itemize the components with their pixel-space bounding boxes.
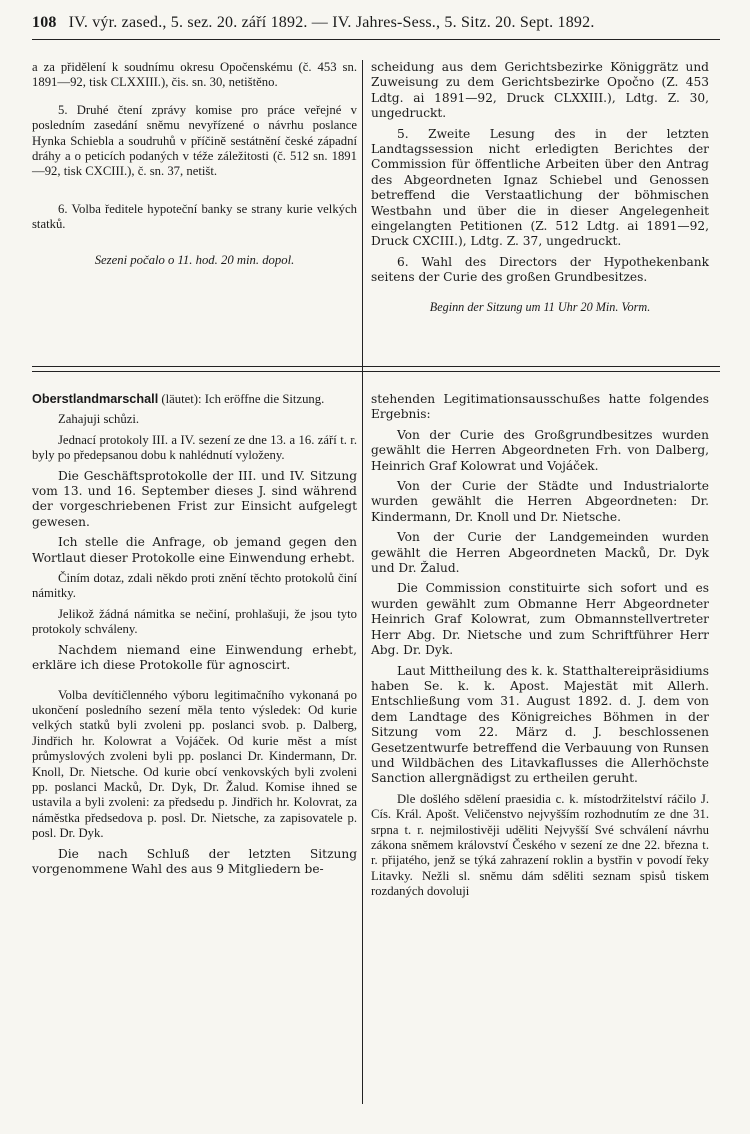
paragraph: Zahajuji schůzi. [58, 412, 140, 427]
page-header [32, 6, 720, 40]
agenda-item-4-end-cz: a za přidělení k soudnímu okresu Opočenskému (č. 453 sn. 1891—92, tisk CLXXIII.), čis. sn. 30, netištěno. [32, 60, 357, 90]
top-right-column [371, 60, 709, 320]
paragraph: Ich stelle die Anfrage, ob jemand gegen den Wortlaut dieser Protokolle eine Einwendung erhebt. [32, 535, 357, 565]
agenda-item-6-cz: 6. Volba ředitele hypoteční banky se strany kurie velkých statků. [32, 201, 357, 232]
agenda-item-4-end-de: scheidung aus dem Gerichtsbezirke Königgrätz und Zuweisung zu dem Gerichtsbezirke Opočno (Z. 453 Ldtg. ai 1891—92, Druck CLXXIII.), Ldtg. Z. 30, ungedruckt. [371, 60, 709, 121]
section-rule-inner [32, 371, 720, 372]
agenda-item-5-cz: 5. Druhé čtení zprávy komise pro práce veřejné v posledním zasedání sněmu nevyřízené o návrhu poslance Hynka Schiebla a soudruhů v příčině sestátnění české západní dráhy a o peticích podaných v téže záležitosti (č. 512 sn. 1891—92, tisk CXCIII.), č. sn. 37, netišt. [32, 102, 357, 179]
header-title: IV. výr. zased., 5. sez. 20. září 1892. — IV. Jahres-Sess., 5. Sitz. 20. Sept. 1892. [68, 14, 595, 31]
paragraph: Von der Curie des Großgrundbesitzes wurden gewählt die Herren Abgeordneten Frh. von Dalberg, Heinrich Graf Kolowrat und Vojáček. [371, 427, 709, 473]
paragraph: Von der Curie der Landgemeinden wurden gewählt die Herren Abgeordneten Macků, Dr. Dyk und Dr. Žalud. [371, 530, 709, 576]
session-start-de: Beginn der Sitzung um 11 Uhr 20 Min. Vorm. [429, 299, 651, 314]
speech-opening: Oberstlandmarschall (läutet): Ich eröffne die Sitzung. [32, 392, 325, 406]
paragraph: Laut Mittheilung des k. k. Statthaltereipräsidiums haben Se. k. k. Apost. Majestät mit Allerh. Entschließung vom 31. August 1892. d. J. dem von dem Landtage des Königreiches Böhmen in der Sitzung vom 22. März d. J. beschlossenen Gesetzentwurfe betreffend die Verbauung von Runsen und Wildbächen des Litavkaflusses die Allerhöchste Sanction allergnädigst zu ertheilen geruht. [371, 663, 709, 786]
agenda-item-5-de: 5. Zweite Lesung des in der letzten Landtagssession nicht erledigten Berichtes der Commission für öffentliche Arbeiten über den Antrag des Abgeordneten Ignaz Schiebel und Genossen betreffend die Verstaatlichung der böhmischen Westbahn und über die in dieser Angelegenheit eingelangten Petitionen (Z. 512 Ldtg. ai 1891—92, Druck CXCIII.), Ldtg. Z. 37, ungedruckt. [371, 126, 709, 249]
paragraph: Nachdem niemand eine Einwendung erhebt, erkläre ich diese Protokolle für agnoscirt. [32, 642, 357, 673]
bottom-right-column [371, 392, 709, 905]
paragraph: Die Geschäftsprotokolle der III. und IV. Sitzung vom 13. und 16. September dieses J. sind während der vorgeschriebenen Frist zur Einsicht aufgelegt gewesen. [32, 468, 357, 529]
paragraph: Činím dotaz, zdali někdo proti znění těchto protokolů činí námitky. [32, 571, 357, 601]
paragraph: Die Commission constituirte sich sofort und es wurden gewählt zum Obmanne Herr Abgeordneter Heinrich Graf Kolowrat, zum Obmannstellvertreter Herr Abg. Dr. Nietsche und zum Schriftführer Herr Abg. Dr. Dyk. [371, 581, 709, 658]
paragraph: Von der Curie der Städte und Industrialorte wurden gewählt die Herren Abgeordneten: Dr. Kindermann, Dr. Knoll und Dr. Nietsche. [371, 479, 709, 524]
paragraph: Dle došlého sdělení praesidia c. k. místodržitelství ráčilo J. Cís. Král. Apošt. Veličenstvo nejvyšším rozhodnutím ze dne 31. srpna t. r. nejmilostivěji uděliti Nejvyšší Své schválení návrhu zákona sněmem království Českého v sezení ze dne 22. března t. r. přijatého, jenž se týká zahrazení roklin a bystřin v povodí řeky Litavky. Nežli sl. sněmu dám sděliti seznam spisů tiskem rozdaných dovoluji [371, 791, 709, 899]
bottom-left-column [32, 392, 357, 882]
column-divider [362, 60, 363, 1104]
paragraph: Die nach Schluß der letzten Sitzung vorgenommene Wahl des aus 9 Mitgliedern be- [32, 846, 357, 876]
session-start-cz: Sezeni počalo o 11. hod. 20 min. dopol. [94, 252, 295, 267]
paragraph: Jednací protokoly III. a IV. sezení ze dne 13. a 16. září t. r. byly po předepsanou dobu k nahlédnutí vyloženy. [32, 432, 357, 463]
section-rule [32, 366, 720, 367]
page-number: 108 [32, 14, 57, 31]
header-rule [32, 39, 720, 40]
speaker-name: Oberstlandmarschall [32, 392, 159, 406]
paragraph: stehenden Legitimationsausschußes hatte folgendes Ergebnis: [371, 392, 709, 422]
paragraph: Volba devítičlenného výboru legitimačního vykonaná po ukončení posledního sezení měla tento výsledek: Od kurie velkých statků byli zvoleni pp. poslanci svob. p. Dalberg, Jindřich hr. Kolowrat a Vojáček. Od kurie měst a míst průmyslových zvoleni byli pp. poslanci Dr. Kindermann, Dr. Knoll, Dr. Nietsche. Od kurie obcí venkovských byli zvoleni pp. poslanci Macků, Dr. Dyk, Dr. Žalud. Komise ihned se ustavila a byli zvoleni: za předsedu p. Jindřich hr. Kolovrat, za náměstka předsedova p. posl. Dr. Nietsche, za zapisovatele p. posl. Dr. Dyk. [32, 687, 357, 841]
agenda-item-6-de: 6. Wahl des Directors der Hypothekenbank seitens der Curie des großen Grundbesitzes. [371, 254, 709, 285]
paragraph: Jelikož žádná námitka se nečiní, prohlašuji, že jsou tyto protokoly schváleny. [32, 606, 357, 637]
top-left-column [32, 60, 357, 273]
